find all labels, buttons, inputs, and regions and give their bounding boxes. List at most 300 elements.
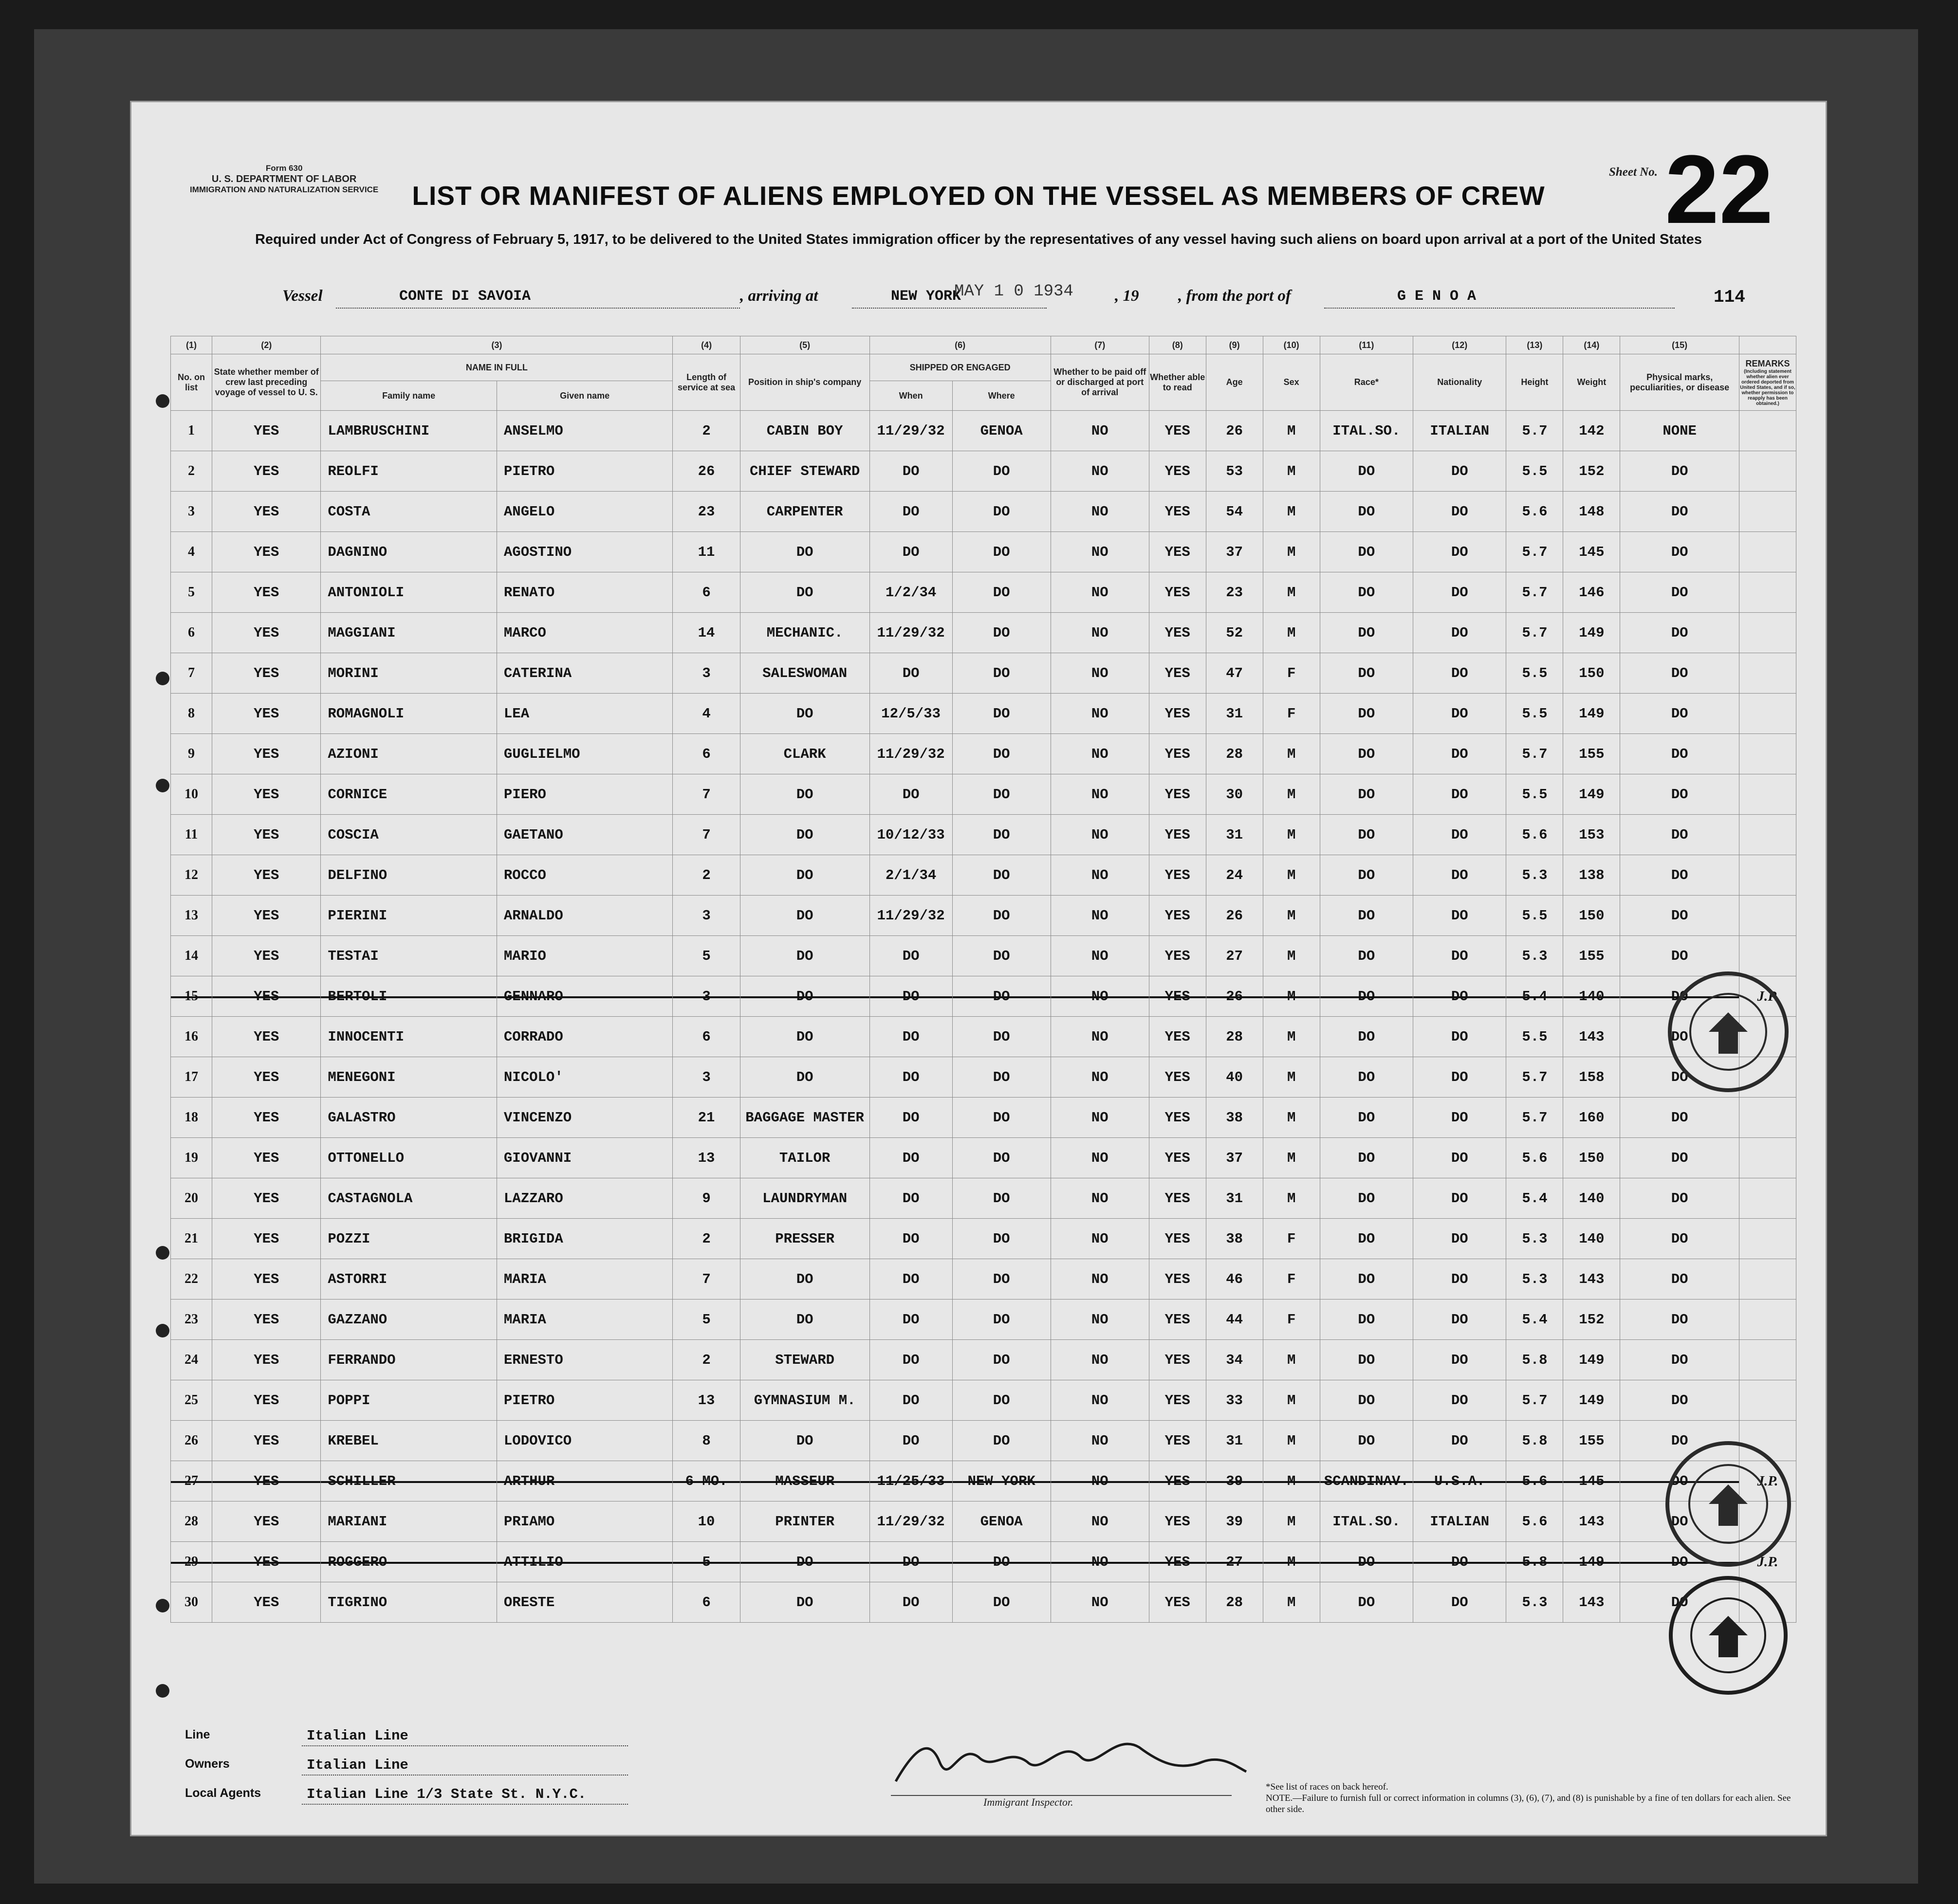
ship-position: DO [740, 774, 869, 815]
ship-position: DO [740, 1017, 869, 1057]
row-number: 6 [171, 613, 212, 653]
age: 27 [1206, 936, 1263, 976]
header-state: State whether member of crew last preceding voyage of vessel to U. S. [212, 354, 321, 411]
sex: F [1263, 1219, 1320, 1259]
age: 31 [1206, 694, 1263, 734]
col-num: (7) [1051, 336, 1149, 354]
paid-off: NO [1051, 896, 1149, 936]
physical-marks: DO [1620, 855, 1739, 896]
weight: 155 [1563, 734, 1620, 774]
height: 5.7 [1506, 1057, 1563, 1098]
inspector-label: Immigrant Inspector. [983, 1796, 1073, 1808]
row-number: 1 [171, 411, 212, 451]
ship-position: DO [740, 1300, 869, 1340]
row-number: 9 [171, 734, 212, 774]
punch-hole [156, 672, 169, 685]
family-name: CORNICE [321, 774, 497, 815]
physical-marks: DO [1620, 492, 1739, 532]
age: 30 [1206, 774, 1263, 815]
inspector-signature [886, 1728, 1251, 1796]
given-name: VINCENZO [497, 1098, 673, 1138]
row-number: 21 [171, 1219, 212, 1259]
race: DO [1320, 1542, 1413, 1582]
nationality: DO [1413, 1582, 1506, 1623]
height: 5.5 [1506, 451, 1563, 492]
sex: M [1263, 572, 1320, 613]
able-to-read: YES [1149, 976, 1206, 1017]
sex: M [1263, 936, 1320, 976]
table-row [171, 1259, 1796, 1300]
age: 26 [1206, 411, 1263, 451]
age: 44 [1206, 1300, 1263, 1340]
given-name: ANGELO [497, 492, 673, 532]
sex: M [1263, 451, 1320, 492]
header-position: Position in ship's company [740, 354, 869, 411]
height: 5.3 [1506, 1219, 1563, 1259]
table-row [171, 532, 1796, 572]
shipped-when: DO [869, 1542, 952, 1582]
given-name: RENATO [497, 572, 673, 613]
nationality: ITALIAN [1413, 1501, 1506, 1542]
table-row [171, 492, 1796, 532]
height: 5.6 [1506, 1461, 1563, 1501]
family-name: SCHILLER [321, 1461, 497, 1501]
given-name: BRIGIDA [497, 1219, 673, 1259]
col-num: (11) [1320, 336, 1413, 354]
able-to-read: YES [1149, 1380, 1206, 1421]
given-name: LAZZARO [497, 1178, 673, 1219]
footer-agents-row [185, 1786, 623, 1806]
given-name: CATERINA [497, 653, 673, 694]
age: 26 [1206, 896, 1263, 936]
shipped-when: DO [869, 653, 952, 694]
col-num: (14) [1563, 336, 1620, 354]
family-name: BERTOLI [321, 976, 497, 1017]
row-number: 16 [171, 1017, 212, 1057]
sex: M [1263, 492, 1320, 532]
sex: M [1263, 1501, 1320, 1542]
age: 52 [1206, 613, 1263, 653]
family-name: ANTONIOLI [321, 572, 497, 613]
header-age: Age [1206, 354, 1263, 411]
remarks [1739, 734, 1796, 774]
age: 34 [1206, 1340, 1263, 1380]
given-name: CORRADO [497, 1017, 673, 1057]
sex: M [1263, 1340, 1320, 1380]
sex: M [1263, 411, 1320, 451]
family-name: MENEGONI [321, 1057, 497, 1098]
underline [1324, 308, 1675, 309]
ship-position: DO [740, 1421, 869, 1461]
physical-marks: DO [1620, 1057, 1739, 1098]
paid-off: NO [1051, 613, 1149, 653]
previous-voyage: YES [212, 653, 321, 694]
nationality: DO [1413, 1421, 1506, 1461]
family-name: COSCIA [321, 815, 497, 855]
shipped-when: DO [869, 1138, 952, 1178]
height: 5.3 [1506, 1259, 1563, 1300]
length-of-service: 9 [673, 1178, 740, 1219]
sex: M [1263, 815, 1320, 855]
sex: M [1263, 734, 1320, 774]
height: 5.5 [1506, 774, 1563, 815]
race: DO [1320, 613, 1413, 653]
row-number: 3 [171, 492, 212, 532]
given-name: NICOLO' [497, 1057, 673, 1098]
height: 5.8 [1506, 1542, 1563, 1582]
header-nationality: Nationality [1413, 354, 1506, 411]
col-num: (5) [740, 336, 869, 354]
sex: M [1263, 1380, 1320, 1421]
length-of-service: 14 [673, 613, 740, 653]
shipped-where: DO [952, 653, 1051, 694]
able-to-read: YES [1149, 734, 1206, 774]
col-num: (9) [1206, 336, 1263, 354]
height: 5.4 [1506, 1178, 1563, 1219]
ship-position: GYMNASIUM M. [740, 1380, 869, 1421]
age: 24 [1206, 855, 1263, 896]
family-name: FERRANDO [321, 1340, 497, 1380]
col-num: (13) [1506, 336, 1563, 354]
physical-marks: DO [1620, 1340, 1739, 1380]
sex: M [1263, 532, 1320, 572]
given-name: PIETRO [497, 1380, 673, 1421]
manifest-sheet [131, 102, 1826, 1835]
ship-position: DO [740, 532, 869, 572]
sex: M [1263, 1542, 1320, 1582]
family-name: DAGNINO [321, 532, 497, 572]
remarks-title: REMARKS [1745, 358, 1790, 368]
shipped-when: 2/1/34 [869, 855, 952, 896]
family-name: PIERINI [321, 896, 497, 936]
physical-marks: DO [1620, 1380, 1739, 1421]
paid-off: NO [1051, 1380, 1149, 1421]
shipped-where: NEW YORK [952, 1461, 1051, 1501]
row-number: 7 [171, 653, 212, 694]
header-no: No. on list [171, 354, 212, 411]
able-to-read: YES [1149, 815, 1206, 855]
header-physical: Physical marks, peculiarities, or disease [1620, 354, 1739, 411]
table-row [171, 1300, 1796, 1340]
paid-off: NO [1051, 936, 1149, 976]
ship-position: DO [740, 815, 869, 855]
nationality: DO [1413, 451, 1506, 492]
table-row [171, 1501, 1796, 1542]
height: 5.4 [1506, 1300, 1563, 1340]
row-number: 22 [171, 1259, 212, 1300]
paid-off: NO [1051, 1219, 1149, 1259]
race: DO [1320, 572, 1413, 613]
col-num: (10) [1263, 336, 1320, 354]
weight: 146 [1563, 572, 1620, 613]
family-name: ROMAGNOLI [321, 694, 497, 734]
shipped-where: DO [952, 976, 1051, 1017]
sex: M [1263, 1582, 1320, 1623]
remarks [1739, 653, 1796, 694]
nationality: DO [1413, 896, 1506, 936]
length-of-service: 2 [673, 1219, 740, 1259]
race: DO [1320, 1340, 1413, 1380]
paid-off: NO [1051, 694, 1149, 734]
table-row [171, 1138, 1796, 1178]
paid-off: NO [1051, 653, 1149, 694]
family-name: LAMBRUSCHINI [321, 411, 497, 451]
nationality: DO [1413, 1178, 1506, 1219]
paid-off: NO [1051, 1057, 1149, 1098]
family-name: DELFINO [321, 855, 497, 896]
ship-position: DO [740, 694, 869, 734]
age: 37 [1206, 1138, 1263, 1178]
weight: 140 [1563, 1219, 1620, 1259]
physical-marks: DO [1620, 653, 1739, 694]
race: DO [1320, 532, 1413, 572]
height: 5.7 [1506, 1098, 1563, 1138]
paid-off: NO [1051, 1340, 1149, 1380]
length-of-service: 10 [673, 1501, 740, 1542]
age: 23 [1206, 572, 1263, 613]
nationality: DO [1413, 1542, 1506, 1582]
previous-voyage: YES [212, 532, 321, 572]
row-number: 8 [171, 694, 212, 734]
remarks [1739, 774, 1796, 815]
ship-position: DO [740, 1542, 869, 1582]
given-name: LEA [497, 694, 673, 734]
age: 37 [1206, 532, 1263, 572]
physical-marks: DO [1620, 1501, 1739, 1542]
shipped-when: DO [869, 451, 952, 492]
table-row [171, 896, 1796, 936]
header-paid: Whether to be paid off or discharged at port of arrival [1051, 354, 1149, 411]
shipped-when: DO [869, 1340, 952, 1380]
given-name: GIOVANNI [497, 1138, 673, 1178]
shipped-when: DO [869, 1259, 952, 1300]
weight: 145 [1563, 1461, 1620, 1501]
race: DO [1320, 1219, 1413, 1259]
nationality: ITALIAN [1413, 411, 1506, 451]
shipped-where: DO [952, 1057, 1051, 1098]
sheet-number: 22 [1665, 135, 1773, 244]
shipped-where: DO [952, 1340, 1051, 1380]
length-of-service: 6 [673, 734, 740, 774]
table-row [171, 411, 1796, 451]
col-num [1739, 336, 1796, 354]
family-name: TIGRINO [321, 1582, 497, 1623]
table-row [171, 1582, 1796, 1623]
given-name: ATTILIO [497, 1542, 673, 1582]
length-of-service: 2 [673, 411, 740, 451]
able-to-read: YES [1149, 1098, 1206, 1138]
remarks [1739, 855, 1796, 896]
shipped-when: DO [869, 532, 952, 572]
able-to-read: YES [1149, 1542, 1206, 1582]
family-name: OTTONELLO [321, 1138, 497, 1178]
paid-off: NO [1051, 1461, 1149, 1501]
ship-position: STEWARD [740, 1340, 869, 1380]
age: 39 [1206, 1501, 1263, 1542]
table-row [171, 572, 1796, 613]
col-num: (4) [673, 336, 740, 354]
shipped-where: DO [952, 896, 1051, 936]
from-label: , from the port of [1178, 287, 1291, 305]
shipped-when: 11/29/32 [869, 734, 952, 774]
header-race: Race* [1320, 354, 1413, 411]
height: 5.7 [1506, 734, 1563, 774]
department: U. S. DEPARTMENT OF LABOR [211, 174, 357, 184]
weight: 143 [1563, 1259, 1620, 1300]
line-label: Line [185, 1728, 210, 1741]
age: 26 [1206, 976, 1263, 1017]
age: 47 [1206, 653, 1263, 694]
family-name: POPPI [321, 1380, 497, 1421]
given-name: MARIA [497, 1300, 673, 1340]
sex: M [1263, 1461, 1320, 1501]
footer-line-row [185, 1728, 623, 1747]
shipped-when: DO [869, 1421, 952, 1461]
nationality: DO [1413, 1017, 1506, 1057]
previous-voyage: YES [212, 1259, 321, 1300]
shipped-where: DO [952, 774, 1051, 815]
sex: F [1263, 694, 1320, 734]
sex: M [1263, 1057, 1320, 1098]
sex: M [1263, 855, 1320, 896]
remarks: J.P. [1739, 1461, 1796, 1501]
paid-off: NO [1051, 734, 1149, 774]
shipped-when: DO [869, 1057, 952, 1098]
row-number: 2 [171, 451, 212, 492]
length-of-service: 3 [673, 976, 740, 1017]
race: DO [1320, 976, 1413, 1017]
age: 27 [1206, 1542, 1263, 1582]
given-name: PRIAMO [497, 1501, 673, 1542]
weight: 140 [1563, 976, 1620, 1017]
length-of-service: 8 [673, 1421, 740, 1461]
agents-value: Italian Line 1/3 State St. N.Y.C. [307, 1786, 587, 1802]
age: 33 [1206, 1380, 1263, 1421]
col-num: (3) [321, 336, 673, 354]
able-to-read: YES [1149, 1501, 1206, 1542]
weight: 149 [1563, 1380, 1620, 1421]
paid-off: NO [1051, 1259, 1149, 1300]
height: 5.6 [1506, 1501, 1563, 1542]
shipped-where: DO [952, 532, 1051, 572]
ship-position: CARPENTER [740, 492, 869, 532]
shipped-where: DO [952, 1219, 1051, 1259]
age: 31 [1206, 1421, 1263, 1461]
row-number: 11 [171, 815, 212, 855]
length-of-service: 4 [673, 694, 740, 734]
physical-marks: DO [1620, 694, 1739, 734]
able-to-read: YES [1149, 1259, 1206, 1300]
paid-off: NO [1051, 774, 1149, 815]
shipped-where: DO [952, 1098, 1051, 1138]
weight: 158 [1563, 1057, 1620, 1098]
year-label: , 19 [1115, 287, 1139, 305]
paid-off: NO [1051, 815, 1149, 855]
remarks: J.P. [1739, 976, 1796, 1017]
sex: M [1263, 1138, 1320, 1178]
physical-marks: DO [1620, 1138, 1739, 1178]
physical-marks: DO [1620, 774, 1739, 815]
col-num: (15) [1620, 336, 1739, 354]
able-to-read: YES [1149, 451, 1206, 492]
shipped-when: DO [869, 1219, 952, 1259]
weight: 143 [1563, 1582, 1620, 1623]
able-to-read: YES [1149, 1017, 1206, 1057]
given-name: MARCO [497, 613, 673, 653]
header-weight: Weight [1563, 354, 1620, 411]
ship-position: CABIN BOY [740, 411, 869, 451]
nationality: DO [1413, 1340, 1506, 1380]
family-name: REOLFI [321, 451, 497, 492]
col-num: (2) [212, 336, 321, 354]
race: ITAL.SO. [1320, 411, 1413, 451]
paid-off: NO [1051, 1501, 1149, 1542]
row-number: 28 [171, 1501, 212, 1542]
shipped-where: DO [952, 1178, 1051, 1219]
previous-voyage: YES [212, 1380, 321, 1421]
family-name: COSTA [321, 492, 497, 532]
family-name: CASTAGNOLA [321, 1178, 497, 1219]
nationality: DO [1413, 572, 1506, 613]
weight: 142 [1563, 411, 1620, 451]
sex: F [1263, 1300, 1320, 1340]
length-of-service: 6 [673, 1017, 740, 1057]
height: 5.5 [1506, 653, 1563, 694]
race-note: *See list of races on back hereof. [1266, 1782, 1388, 1792]
length-of-service: 6 [673, 1582, 740, 1623]
age: 31 [1206, 1178, 1263, 1219]
previous-voyage: YES [212, 1461, 321, 1501]
sex: M [1263, 1017, 1320, 1057]
given-name: ARTHUR [497, 1461, 673, 1501]
crew-table [170, 336, 1796, 1623]
shipped-where: DO [952, 1259, 1051, 1300]
height: 5.5 [1506, 896, 1563, 936]
ship-position: DO [740, 936, 869, 976]
height: 5.5 [1506, 694, 1563, 734]
shipped-where: DO [952, 734, 1051, 774]
sex: M [1263, 896, 1320, 936]
punch-hole [156, 1324, 169, 1337]
family-name: AZIONI [321, 734, 497, 774]
remarks: J.P. [1739, 1542, 1796, 1582]
shipped-where: GENOA [952, 411, 1051, 451]
row-number: 5 [171, 572, 212, 613]
sex: M [1263, 1178, 1320, 1219]
able-to-read: YES [1149, 1582, 1206, 1623]
physical-marks: DO [1620, 1219, 1739, 1259]
height: 5.7 [1506, 572, 1563, 613]
nationality: DO [1413, 492, 1506, 532]
height: 5.4 [1506, 976, 1563, 1017]
shipped-when: DO [869, 1178, 952, 1219]
age: 31 [1206, 815, 1263, 855]
underline [302, 1745, 628, 1746]
length-of-service: 3 [673, 896, 740, 936]
header-given: Given name [497, 381, 673, 411]
ship-position: DO [740, 572, 869, 613]
table-row [171, 1219, 1796, 1259]
weight: 155 [1563, 1421, 1620, 1461]
remarks [1739, 532, 1796, 572]
race: DO [1320, 653, 1413, 694]
family-name: INNOCENTI [321, 1017, 497, 1057]
length-of-service: 5 [673, 1542, 740, 1582]
physical-marks: DO [1620, 532, 1739, 572]
paid-off: NO [1051, 1017, 1149, 1057]
shipped-when: DO [869, 1300, 952, 1340]
paid-off: NO [1051, 1178, 1149, 1219]
